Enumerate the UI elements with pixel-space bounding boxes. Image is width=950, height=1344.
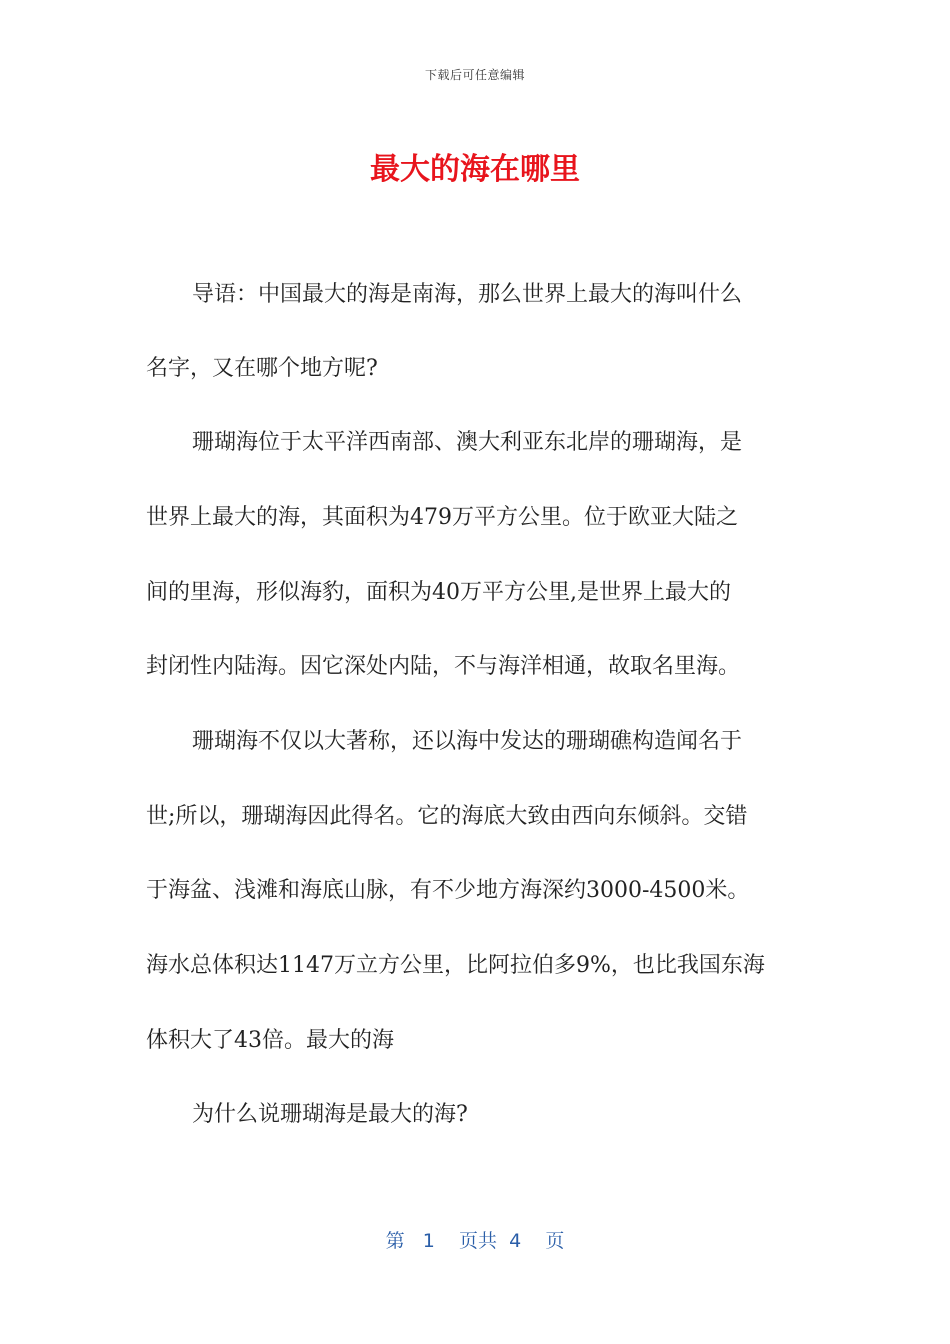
paragraph-line: 名字，又在哪个地方呢? xyxy=(146,356,378,381)
paragraph-line: 体积大了43倍。最大的海 xyxy=(146,1028,394,1053)
page-label-suffix: 页 xyxy=(545,1230,565,1252)
page-label-middle: 页共 xyxy=(459,1230,498,1252)
paragraph-line: 珊瑚海不仅以大著称，还以海中发达的珊瑚礁构造闻名于 xyxy=(192,729,743,754)
page-footer xyxy=(0,1226,950,1253)
current-page-number: 1 xyxy=(422,1230,435,1252)
paragraph-line: 封闭性内陆海。因它深处内陆，不与海洋相通，故取名里海。 xyxy=(146,654,741,679)
paragraph-line: 世界上最大的海，其面积为479万平方公里。位于欧亚大陆之 xyxy=(146,505,738,530)
paragraph-line: 导语：中国最大的海是南海，那么世界上最大的海叫什么 xyxy=(192,282,743,307)
paragraph-line: 于海盆、浅滩和海底山脉，有不少地方海深约3000-4500米。 xyxy=(146,878,750,903)
header-note: 下载后可任意编辑 xyxy=(424,68,525,82)
paragraph-line: 海水总体积达1147万立方公里，比阿拉伯多9%，也比我国东海 xyxy=(146,953,765,978)
paragraph-line: 间的里海，形似海豹，面积为40万平方公里,是世界上最大的 xyxy=(146,580,731,605)
document-title: 最大的海在哪里 xyxy=(370,152,580,187)
paragraph-line: 世;所以，珊瑚海因此得名。它的海底大致由西向东倾斜。交错 xyxy=(146,804,748,829)
paragraph-line: 为什么说珊瑚海是最大的海? xyxy=(192,1102,468,1127)
paragraph-line: 珊瑚海位于太平洋西南部、澳大利亚东北岸的珊瑚海，是 xyxy=(192,430,743,455)
total-pages-number: 4 xyxy=(509,1230,522,1252)
page-label-prefix: 第 xyxy=(385,1230,405,1252)
